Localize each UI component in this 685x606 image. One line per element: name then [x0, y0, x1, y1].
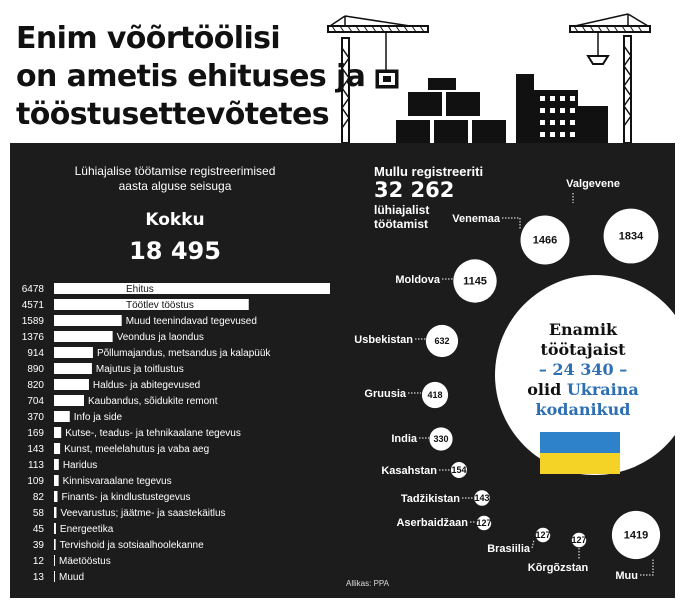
- bar-9: [54, 411, 70, 422]
- title-line-3: tööstusettevõtetes: [16, 97, 329, 132]
- bar-19: [54, 571, 55, 582]
- bar-category-label: Kaubandus, sõidukite remont: [87, 396, 218, 407]
- flag-top-stripe: [540, 432, 620, 453]
- bubble-value-label: 1419: [623, 529, 649, 542]
- bubble-value-label: 143: [474, 493, 490, 503]
- bar-category-label: Ehitus: [126, 284, 154, 295]
- headline-line-3: – 24 340 –: [538, 360, 628, 379]
- bubble-value-label: 1834: [618, 230, 644, 243]
- bubble-country-label: Muu: [615, 570, 638, 582]
- bubble-value-label: 632: [434, 336, 450, 346]
- bubble-country-label: Tadžikistan: [400, 493, 460, 505]
- bar-category-label: Haridus: [62, 460, 98, 471]
- bar-13: [54, 475, 59, 486]
- bar-8: [54, 395, 84, 406]
- bar-category-label: Finants- ja kindlustustegevus: [61, 492, 191, 503]
- construction-skyline-illustration: [320, 8, 660, 148]
- bubble-country-label: India: [391, 433, 417, 445]
- headline-line-4-a: olid: [527, 380, 562, 399]
- bar-1: [54, 283, 330, 294]
- bar-value-label: 13: [32, 572, 44, 583]
- bar-category-label: Muud: [59, 572, 85, 583]
- bar-4: [54, 331, 113, 342]
- block-stack-icon: [396, 78, 506, 146]
- bar-12: [54, 459, 59, 470]
- bubble-country-label: Kõrgõzstan: [527, 562, 589, 574]
- bubble-value-label: 154: [451, 465, 467, 475]
- bar-category-label: Majutus ja toitlustus: [95, 364, 184, 375]
- total-label: Kokku: [145, 210, 205, 230]
- bar-value-label: 890: [27, 364, 44, 375]
- title-line-1: Enim võõrtöölisi: [16, 21, 281, 56]
- headline-line-2: töötajaist: [540, 340, 626, 359]
- bar-category-label: Kinnisvaraalane tegevus: [62, 476, 172, 487]
- bubble-value-label: 418: [427, 390, 443, 400]
- bubble-value-label: 330: [433, 434, 449, 444]
- bar-17: [54, 539, 56, 550]
- building-icon: [516, 74, 608, 146]
- bubble-value-label: 127: [571, 535, 587, 545]
- bar-category-label: Veondus ja laondus: [116, 332, 204, 343]
- bubble-country-label: Brasiilia: [487, 543, 530, 555]
- bar-value-label: 914: [27, 348, 44, 359]
- flag-bottom-stripe: [540, 453, 620, 474]
- bar-value-label: 1376: [21, 332, 44, 343]
- bubble-country-label: Kasahstan: [381, 465, 437, 477]
- bubble-leader-line: [640, 558, 653, 575]
- bar-value-label: 704: [27, 396, 44, 407]
- page-title: [16, 20, 365, 134]
- bar-category-label: Haldus- ja abitegevused: [92, 380, 201, 391]
- bar-7: [54, 379, 89, 390]
- bar-category-label: Muud teenindavad tegevused: [125, 316, 257, 327]
- bar-3: [54, 315, 122, 326]
- bar-value-label: 143: [27, 444, 44, 455]
- bar-category-label: Töötlev tööstus: [126, 300, 194, 311]
- registered-value: 32 262: [374, 178, 455, 202]
- bar-value-label: 12: [32, 556, 44, 567]
- total-value: 18 495: [129, 237, 221, 265]
- bar-value-label: 370: [27, 412, 44, 423]
- bar-value-label: 6478: [21, 284, 44, 295]
- bar-5: [54, 347, 93, 358]
- bar-14: [54, 491, 57, 502]
- bar-value-label: 169: [27, 428, 44, 439]
- bubble-country-label: Valgevene: [566, 178, 620, 190]
- registered-label: Mullu registreeriti: [374, 164, 484, 179]
- bubble-country-label: Gruusia: [364, 388, 406, 400]
- bar-category-label: Energeetika: [59, 524, 114, 535]
- headline-line-1: Enamik: [548, 320, 618, 339]
- bar-value-label: 4571: [21, 300, 44, 311]
- bar-value-label: 58: [32, 508, 44, 519]
- source-note: Allikas: PPA: [346, 579, 389, 588]
- bubble-value-label: 127: [476, 518, 492, 528]
- ukraine-flag-icon: [540, 432, 620, 474]
- bar-15: [54, 507, 56, 518]
- bar-chart-subtitle-line-2: aasta alguse seisuga: [118, 179, 232, 193]
- bubble-country-label: Usbekistan: [354, 334, 413, 346]
- bubble-country-label: Aserbaidžaan: [396, 517, 468, 529]
- bar-value-label: 45: [32, 524, 44, 535]
- bar-11: [54, 443, 60, 454]
- ukraine-headline: [518, 320, 648, 420]
- bar-value-label: 1589: [21, 316, 44, 327]
- bar-category-label: Põllumajandus, metsandus ja kalapüük: [96, 348, 271, 359]
- bar-16: [54, 523, 56, 534]
- bar-category-label: Tervishoid ja sotsiaalhoolekanne: [59, 540, 204, 551]
- bar-value-label: 820: [27, 380, 44, 391]
- headline-line-4: [518, 380, 648, 400]
- bubble-value-label: 1466: [532, 234, 558, 247]
- bubble-value-label: 1145: [463, 275, 487, 288]
- bar-6: [54, 363, 92, 374]
- bubble-leader-line: [532, 540, 534, 548]
- registered-unit-line-1: lühiajalist: [374, 203, 430, 217]
- headline-line-5: kodanikud: [535, 400, 631, 419]
- bar-category-label: Kunst, meelelahutus ja vaba aeg: [64, 444, 210, 455]
- bar-category-label: Info ja side: [73, 412, 123, 423]
- bubble-value-label: 127: [535, 530, 551, 540]
- title-line-2: on ametis ehituses ja: [16, 59, 366, 94]
- bubble-country-label: Venemaa: [452, 213, 500, 225]
- bar-chart-subtitle-line-1: Lühiajalise töötamise registreerimised: [74, 164, 276, 178]
- bar-18: [54, 555, 55, 566]
- bar-10: [54, 427, 61, 438]
- bar-value-label: 109: [27, 476, 44, 487]
- bubble-country-label: Moldova: [395, 274, 440, 286]
- bar-category-label: Kutse-, teadus- ja tehnikaalane tegevus: [65, 428, 241, 439]
- bar-value-label: 82: [32, 492, 44, 503]
- bar-category-label: Mäetööstus: [59, 556, 111, 567]
- headline-line-4-b: Ukraina: [566, 380, 639, 399]
- registered-unit-line-2: töötamist: [374, 217, 428, 231]
- bar-category-label: Veevarustus; jäätme- ja saastekäitlus: [60, 508, 226, 519]
- bubble-leader-line: [502, 218, 520, 229]
- bar-value-label: 39: [32, 540, 44, 551]
- bar-value-label: 113: [28, 460, 44, 471]
